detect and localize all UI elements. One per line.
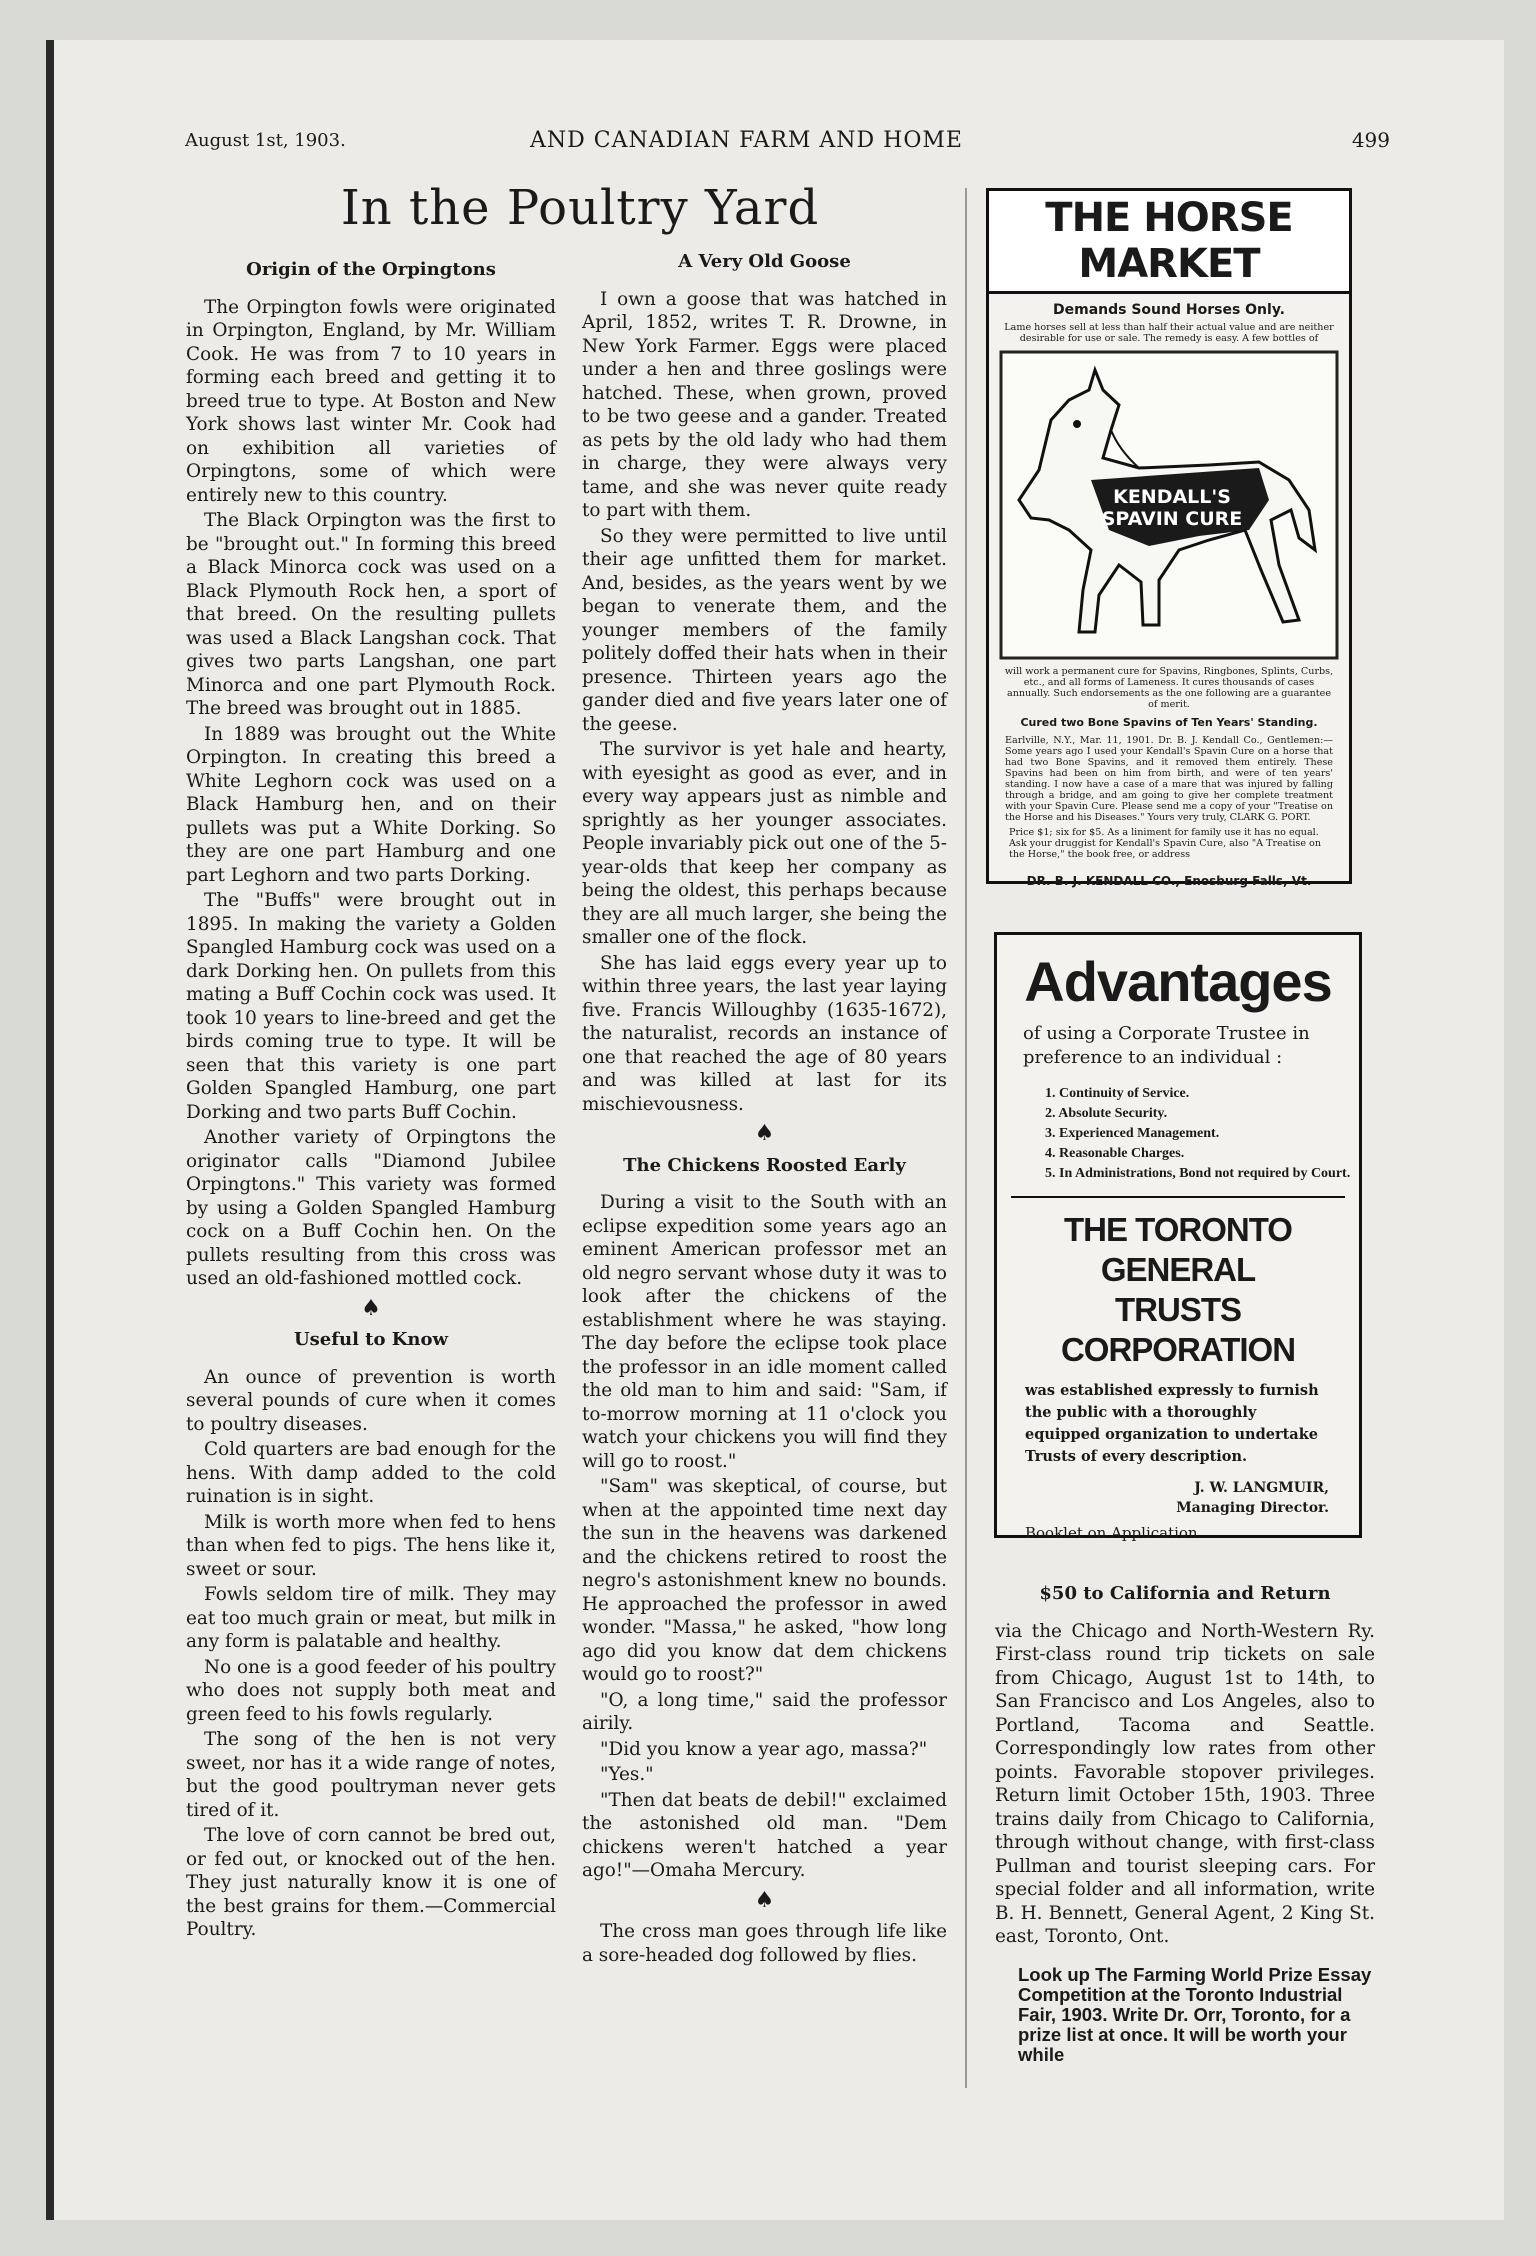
ad-headline: Advantages [1024, 950, 1332, 1013]
company-line-2: TRUSTS CORPORATION [1060, 1291, 1296, 1368]
ad-address: DR. B. J. KENDALL CO., Enosburg Falls, Vt. [1026, 874, 1312, 888]
paragraph: The survivor is yet hale and hearty, with eyesight as good as ever, and in every way appears just as nimble and sprightly as her younger associates. People invariably pick out one of the 5-year-olds that keep her company as being the oldest, this perhaps because they are all much larger, she being the smaller one of the flock. [582, 739, 947, 948]
column-2 [582, 244, 947, 1969]
paragraph: During a visit to the South with an eclipse expedition some years ago an eminent American professor met an old negro servant whose duty it was to look after the chickens of the establishment where he was staying. The day before the eclipse took place the professor in an idle moment called the old man to him and said: "Sam, if to-morrow morning at 11 o'clock you watch your chickens you will find they will go to roost." [582, 1192, 947, 1472]
paragraph: "Sam" was skeptical, of course, but when at the appointed time next day the sun in the heavens was darkened and the chickens retired to roost the negro's astonishment knew no bounds. He approached the professor in awed wonder. "Massa," he asked, "how long ago did you know dat dem chickens would go to roost?" [582, 1476, 947, 1685]
trusts-ad [994, 932, 1362, 1542]
column-3 [995, 1582, 1375, 1951]
testimonial-letter: Earlville, N.Y., Mar. 11, 1901. Dr. B. J. Kendall Co., Gentlemen:—Some years ago I used your Kendall's Spavin Cure on a horse that had two Bone Spavins, and it removed them entirely. These Spavins had been on him from birth, and were of ten years' standing. I now have a case of a mare that was injured by falling through a bridge, and am going to give her complete treatment with your Spavin Cure. Please send me a copy of your "Treatise on the Horse and his Diseases." Yours very truly, CLARK G. PORT. [1005, 735, 1333, 823]
paragraph: The Black Orpington was the first to be "brought out." In forming this breed a Black Minorca cock was used on a Black Plymouth Rock hen, a sport of that breed. On the resulting pullets was used a Black Langshan cock. That gives two parts Langshan, one part Minorca and one part Plymouth Rock. The breed was brought out in 1885. [186, 510, 556, 719]
list-item: 1. Continuity of Service. [1045, 1086, 1190, 1101]
ad-body: will work a permanent cure for Spavins, Ringbones, Splints, Curbs, etc., and all forms of Lameness. It cures thousands of cases annually. Such endorsements as the one following are a guarantee of merit. [1004, 666, 1334, 710]
page-title: In the Poultry Yard [340, 180, 820, 236]
horse-illustration [999, 350, 1339, 660]
paragraph: Cold quarters are bad enough for the hens. With damp added to the cold ruination is in sight. [186, 1439, 556, 1507]
paragraph: "O, a long time," said the professor airily. [582, 1689, 947, 1734]
ad-headline: THE HORSE MARKET [989, 191, 1349, 294]
paragraph: I own a goose that was hatched in April, 1852, writes T. R. Drowne, in New York Farmer. Eggs were placed under a hen and three goslings were hatched. These, when grown, proved to be two geese and a gander. Treated as pets by the old lady who had them in charge, they were always very tame, and she was never quite ready to part with them. [582, 288, 947, 521]
ad-subheadline: Demands Sound Horses Only. [1053, 302, 1285, 318]
horse-market-ad [986, 188, 1352, 888]
paragraph: The love of corn cannot be bred out, or fed out, or knocked out of the hen. They just naturally know it is one of the best grains for them.—Commercial Poultry. [186, 1825, 556, 1940]
paragraph: The song of the hen is not very sweet, nor has it a wide range of notes, but the good poultryman never gets tired of it. [186, 1729, 556, 1821]
company-description: was established expressly to furnish the public with a thoroughly equipped organization to undertake Trusts of every description. [1025, 1382, 1319, 1465]
list-item: 2. Absolute Security. [1045, 1106, 1168, 1121]
paragraph: "Did you know a year ago, massa?" [600, 1738, 928, 1760]
signer-name: J. W. LANGMUIR, [1194, 1480, 1329, 1496]
ad-intro: of using a Corporate Trustee in preference to an individual : [1023, 1023, 1310, 1068]
paragraph: Milk is worth more when fed to hens than when fed to pigs. The hens like it, sweet or sour. [186, 1511, 556, 1580]
issue-date: August 1st, 1903. [185, 130, 346, 151]
heading-chickens-roosted: The Chickens Roosted Early [623, 1154, 906, 1176]
paragraph: "Yes." [600, 1764, 654, 1785]
banner-line-2: SPAVIN CURE [1101, 508, 1243, 530]
product-banner [1087, 486, 1257, 530]
paragraph: Another variety of Orpingtons the originator calls "Diamond Jubilee Orpingtons." This variety was formed by using a Golden Spangled Hamburg cock on a Buff Cochin hen. On the pullets resulting from this cross was used an old-fashioned mottled cock. [186, 1127, 556, 1289]
heading-useful-to-know: Useful to Know [293, 1329, 449, 1350]
ad-intro: Lame horses sell at less than half their actual value and are neither desirable for use or sale. The remedy is easy. A few bottles of [1004, 322, 1334, 344]
company-line-1: THE TORONTO GENERAL [1064, 1211, 1292, 1288]
page-number: 499 [1351, 128, 1390, 152]
prize-notice: Look up The Farming World Prize Essay Competition at the Toronto Industrial Fair, 1903. Write Dr. Orr, Toronto, for a prize list at once. It will be worth your while [1018, 1964, 1372, 2065]
paragraph: An ounce of prevention is worth several pounds of cure when it comes to poultry diseases. [186, 1366, 556, 1435]
ad-cured-headline: Cured two Bone Spavins of Ten Years' Standing. [1020, 716, 1318, 729]
banner-line-1: KENDALL'S [1113, 486, 1231, 508]
paragraph: No one is a good feeder of his poultry who does not supply both meat and green feed to his fowls regularly. [186, 1656, 556, 1725]
paragraph: via the Chicago and North-Western Ry. First-class round trip tickets on sale from Chicago, August 1st to 14th, to San Francisco and Los Angeles, also to Portland, Tacoma and Seattle. Correspondingly low rates from other points. Favorable stopover privileges. Return limit October 15th, 1903. Three trains daily from Chicago to California, through without change, with first-class Pullman and tourist sleeping cars. For special folder and all information, write B. H. Bennett, General Agent, 2 King St. east, Toronto, Ont. [995, 1620, 1375, 1947]
paragraph: Fowls seldom tire of milk. They may eat too much grain or meat, but milk in any form is palatable and healthy. [186, 1584, 556, 1652]
column-1 [186, 252, 556, 1944]
heading-old-goose: A Very Old Goose [678, 251, 851, 272]
spade-ornament-icon: ♠ [361, 1295, 381, 1321]
paragraph: The "Buffs" were brought out in 1895. In making the variety a Golden Spangled Hamburg cock was used on a dark Dorking hen. On pullets from this mating a Buff Cochin cock was used. It took 10 years to line-breed and get the birds coming true to type. It will be seen that this variety is one part Golden Spangled Hamburg, one part Dorking and two parts Buff Cochin. [186, 890, 556, 1123]
journal-name: AND CANADIAN FARM AND HOME [530, 128, 963, 153]
list-item: 5. In Administrations, Bond not required by Court. [1045, 1166, 1351, 1181]
list-item: 4. Reasonable Charges. [1045, 1146, 1185, 1161]
paragraph: The Orpington fowls were originated in Orpington, England, by Mr. William Cook. He was from 7 to 10 years in forming each breed and getting it to breed true to type. At Boston and New York shows last winter Mr. Cook had on exhibition all varieties of Orpingtons, some of which were entirely new to this country. [186, 296, 556, 506]
paragraph: The cross man goes through life like a sore-headed dog followed by flies. [582, 1921, 947, 1966]
signer-title: Managing Director. [1176, 1500, 1329, 1516]
paragraph: She has laid eggs every year up to within three years, the last year laying five. Francis Willoughby (1635-1672), the naturalist, records an instance of one that reached the age of 80 years and was killed at last for its mischievousness. [582, 952, 947, 1115]
company-name [997, 1210, 1359, 1370]
page-header [140, 88, 1390, 153]
paragraph: In 1889 was brought out the White Orpington. In creating this breed a White Leghorn cock was used on a Black Hamburg hen, and on their pullets was put a White Dorking. So they are one part Hamburg and one part Leghorn and two parts Dorking. [186, 723, 556, 886]
ad-price: Price $1; six for $5. As a liniment for family use it has no equal. Ask your druggist for Kendall's Spavin Cure, also "A Treatise on the Horse," the book free, or address [1009, 827, 1322, 860]
heading-orpingtons: Origin of the Orpingtons [246, 259, 496, 280]
paragraph: So they were permitted to live until their age unfitted them for market. And, besides, as the years went by we began to venerate them, and the younger members of the family politely doffed their hats when in their presence. Thirteen years ago the gander died and five years later one of the geese. [582, 525, 947, 735]
heading-california: $50 to California and Return [1039, 1583, 1331, 1604]
paragraph: "Then dat beats de debil!" exclaimed the astonished old man. "Dem chickens weren't hatched a year ago!"—Omaha Mercury. [582, 1789, 947, 1881]
spade-ornament-icon: ♠ [754, 1887, 775, 1913]
column-divider [965, 188, 967, 2088]
list-item: 3. Experienced Management. [1045, 1126, 1220, 1141]
divider [1011, 1196, 1345, 1198]
booklet-note: Booklet on Application. [1025, 1524, 1203, 1542]
advantages-list [997, 1084, 1359, 1184]
spade-ornament-icon: ♠ [754, 1121, 775, 1146]
